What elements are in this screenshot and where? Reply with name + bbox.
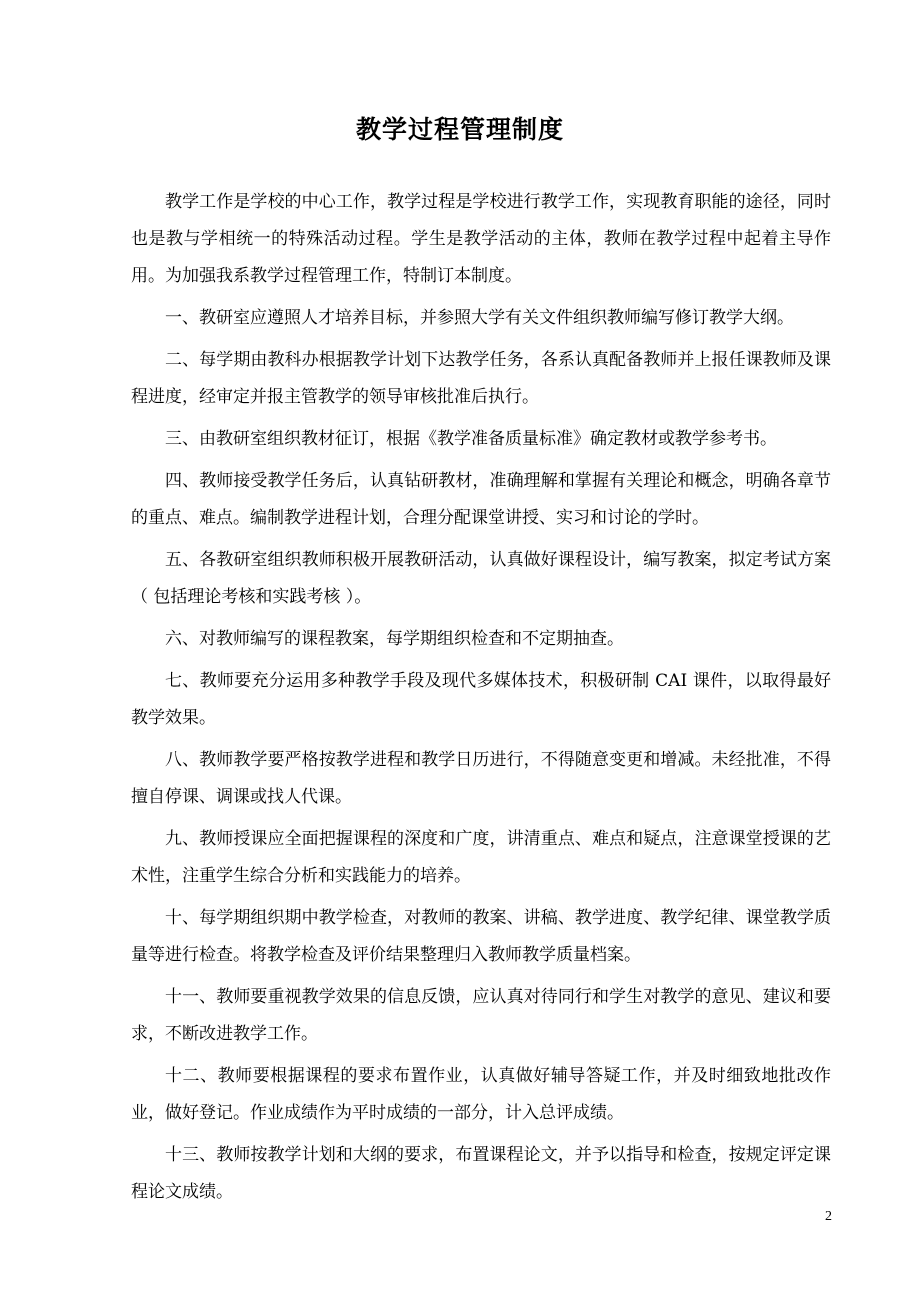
clause-3: 三、由教研室组织教材征订，根据《教学准备质量标准》确定教材或教学参考书。 xyxy=(165,429,777,449)
clause-5: 五、各教研室组织教师积极开展教研活动，认真做好课程设计，编写教案，拟定考试方案（ 包括理论考核和实践考核 ）。 xyxy=(131,550,831,607)
document-body xyxy=(131,184,831,1216)
clause-12: 十二、教师要根据课程的要求布置作业，认真做好辅导答疑工作，并及时细致地批改作业，做好登记。作业成绩作为平时成绩的一部分，计入总评成绩。 xyxy=(131,1066,831,1123)
clause-6: 六、对教师编写的课程教案，每学期组织检查和不定期抽查。 xyxy=(165,629,624,649)
clause-11: 十一、教师要重视教学效果的信息反馈，应认真对待同行和学生对教学的意见、建议和要求，不断改进教学工作。 xyxy=(131,987,831,1044)
intro-paragraph: 教学工作是学校的中心工作，教学过程是学校进行教学工作，实现教育职能的途径，同时也是教与学相统一的特殊活动过程。学生是教学活动的主体，教师在教学过程中起着主导作用。为加强我系教学过程管理工作，特制订本制度。 xyxy=(131,192,831,286)
clause-2: 二、每学期由教科办根据教学计划下达教学任务，各系认真配备教师并上报任课教师及课程进度，经审定并报主管教学的领导审核批准后执行。 xyxy=(131,350,831,407)
clause-13: 十三、教师按教学计划和大纲的要求，布置课程论文，并予以指导和检查，按规定评定课程论文成绩。 xyxy=(131,1145,831,1202)
clause-10: 十、每学期组织期中教学检查，对教师的教案、讲稿、教学进度、教学纪律、课堂教学质量等进行检查。将教学检查及评价结果整理归入教师教学质量档案。 xyxy=(131,908,831,965)
page-number: 2 xyxy=(825,1209,832,1224)
clause-7: 七、教师要充分运用多种教学手段及现代多媒体技术，积极研制 CAI 课件，以取得最好教学效果。 xyxy=(131,671,831,728)
document-title: 教学过程管理制度 xyxy=(355,115,564,144)
clause-1: 一、教研室应遵照人才培养目标，并参照大学有关文件组织教师编写修订教学大纲。 xyxy=(165,308,794,328)
clause-9: 九、教师授课应全面把握课程的深度和广度，讲清重点、难点和疑点，注意课堂授课的艺术性，注重学生综合分析和实践能力的培养。 xyxy=(131,829,831,886)
clause-8: 八、教师教学要严格按教学进程和教学日历进行，不得随意变更和增减。未经批准，不得擅自停课、调课或找人代课。 xyxy=(131,750,831,807)
clause-4: 四、教师接受教学任务后，认真钻研教材，准确理解和掌握有关理论和概念，明确各章节的重点、难点。编制教学进程计划，合理分配课堂讲授、实习和讨论的学时。 xyxy=(131,471,831,528)
